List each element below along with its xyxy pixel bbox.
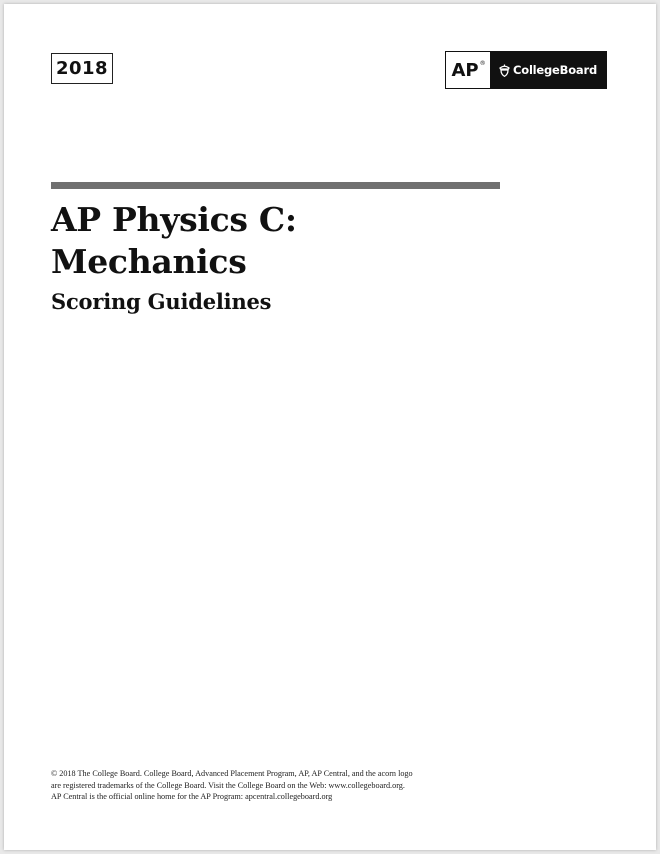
title-rule	[51, 182, 500, 189]
ap-collegeboard-logo	[445, 51, 607, 89]
collegeboard-logo	[490, 52, 606, 88]
document-page	[4, 4, 656, 850]
footer-line-2: are registered trademarks of the College Board. Visit the College Board on the Web: www.collegeboard.org.	[51, 780, 405, 790]
page-title	[51, 199, 297, 283]
registered-mark: ®	[479, 59, 486, 67]
year-label: 2018	[51, 53, 113, 84]
title-line-1: AP Physics C:	[51, 200, 297, 239]
ap-logo	[446, 52, 490, 88]
footer-line-1: © 2018 The College Board. College Board, Advanced Placement Program, AP, AP Central, and the acorn logo	[51, 769, 413, 778]
acorn-icon	[499, 64, 510, 77]
page-subtitle: Scoring Guidelines	[51, 289, 272, 314]
footer-line-3: AP Central is the official online home for the AP Program: apcentral.collegeboard.org	[51, 792, 333, 801]
ap-logo-text: AP	[451, 59, 479, 81]
copyright-footer	[51, 768, 531, 803]
title-line-2: Mechanics	[51, 242, 247, 281]
collegeboard-logo-text: CollegeBoard	[513, 63, 597, 77]
